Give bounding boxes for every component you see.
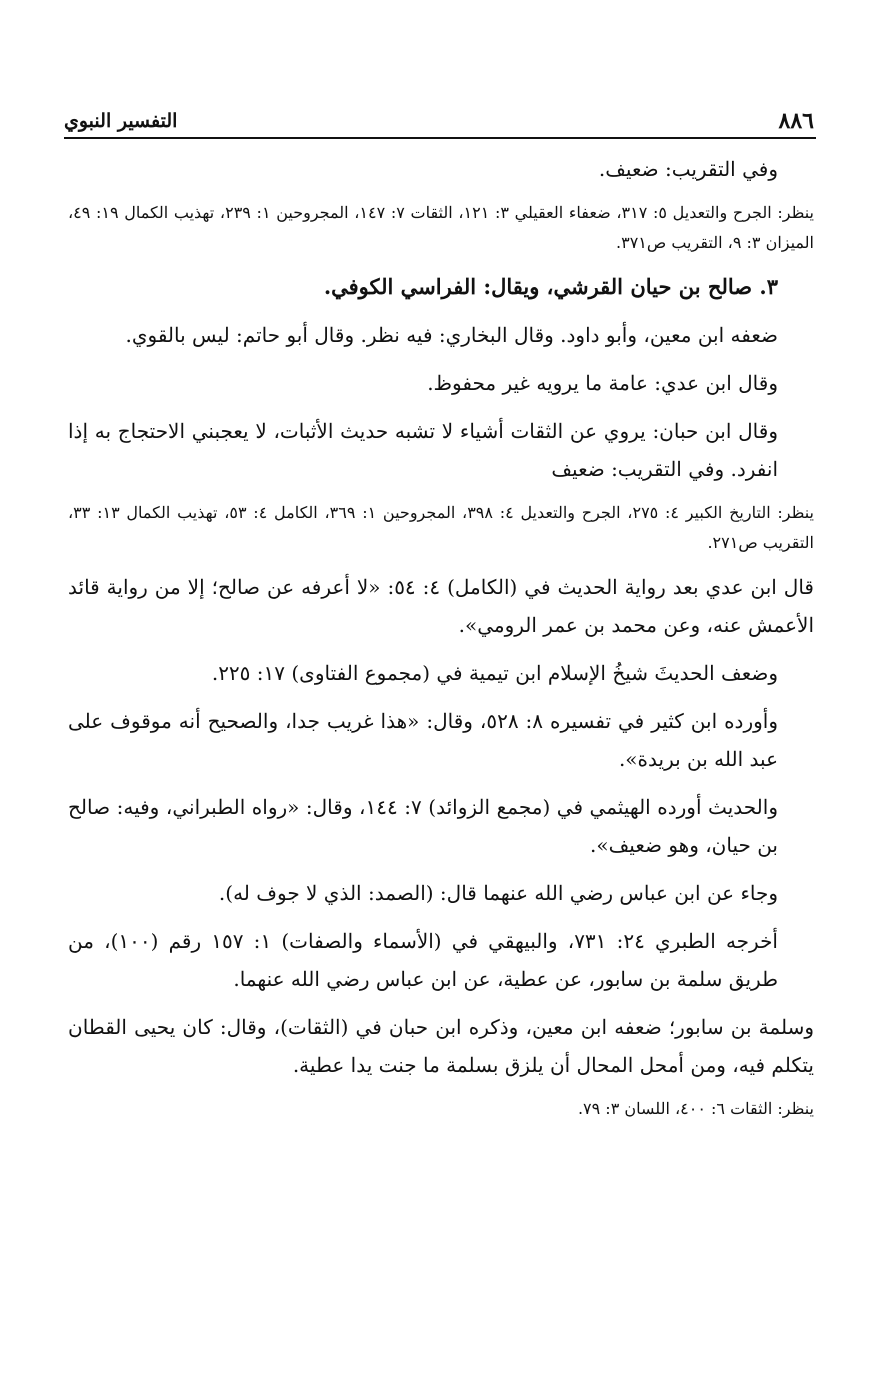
paragraph: وجاء عن ابن عباس رضي الله عنهما قال: (الصمد: الذي لا جوف له). — [218, 881, 778, 905]
paragraph: وضعف الحديثَ شيخُ الإسلام ابن تيمية في (مجموع الفتاوى) ١٧: ٢٢٥. — [211, 661, 778, 685]
reference-note: ينظر: الجرح والتعديل ٥: ٣١٧، ضعفاء العقيلي ٣: ١٢١، الثقات ٧: ١٤٧، المجروحين ١: ٢٣٩، تهذيب الكمال ١٩: ٤٩، الميزان ٣: ٩، التقريب ص٣٧١. — [68, 203, 814, 252]
paragraph: وقال ابن حبان: يروي عن الثقات أشياء لا تشبه حديث الأثبات، لا يعجبني الاحتجاج به إذا انفرد. وفي التقريب: ضعيف — [68, 419, 778, 481]
narrator-heading: ٣. صالح بن حيان القرشي، ويقال: الفراسي الكوفي. — [323, 274, 778, 299]
reference-note: ينظر: الثقات ٦: ٤٠٠، اللسان ٣: ٧٩. — [577, 1099, 814, 1118]
paragraph: أخرجه الطبري ٢٤: ٧٣١، والبيهقي في (الأسماء والصفات) ١: ١٥٧ رقم (١٠٠)، من طريق سلمة بن سابور، عن عطية، عن ابن عباس رضي الله عنهما. — [68, 929, 778, 991]
paragraph: وأورده ابن كثير في تفسيره ٨: ٥٢٨، وقال: «هذا غريب جدا، والصحيح أنه موقوف على عبد الله بن بريدة». — [68, 709, 778, 771]
paragraph: قال ابن عدي بعد رواية الحديث في (الكامل) ٤: ٥٤: «لا أعرفه عن صالح؛ إلا من رواية قائد الأعمش عنه، وعن محمد بن عمر الرومي». — [68, 575, 814, 637]
reference-note: ينظر: التاريخ الكبير ٤: ٢٧٥، الجرح والتعديل ٤: ٣٩٨، المجروحين ١: ٣٦٩، الكامل ٤: ٥٣، تهذيب الكمال ١٣: ٣٣، التقريب ص٢٧١. — [68, 503, 815, 552]
paragraph: وسلمة بن سابور؛ ضعفه ابن معين، وذكره ابن حبان في (الثقات)، وقال: كان يحيى القطان يتكلم فيه، ومن أمحل المحال أن يلزق بسلمة ما جنت يدا عطية. — [68, 1015, 814, 1077]
paragraph: ضعفه ابن معين، وأبو داود. وقال البخاري: فيه نظر. وقال أبو حاتم: ليس بالقوي. — [125, 323, 778, 347]
paragraph: وفي التقريب: ضعيف. — [598, 157, 778, 181]
page-body — [68, 150, 814, 1134]
header-rule — [64, 137, 816, 139]
page-number: ٨٨٦ — [778, 108, 814, 134]
page-header — [64, 108, 814, 138]
paragraph: وقال ابن عدي: عامة ما يرويه غير محفوظ. — [427, 371, 778, 395]
paragraph: والحديث أورده الهيثمي في (مجمع الزوائد) ٧: ١٤٤، وقال: «رواه الطبراني، وفيه: صالح بن حيان، وهو ضعيف». — [68, 795, 778, 857]
running-title: التفسير النبوي — [64, 110, 178, 132]
